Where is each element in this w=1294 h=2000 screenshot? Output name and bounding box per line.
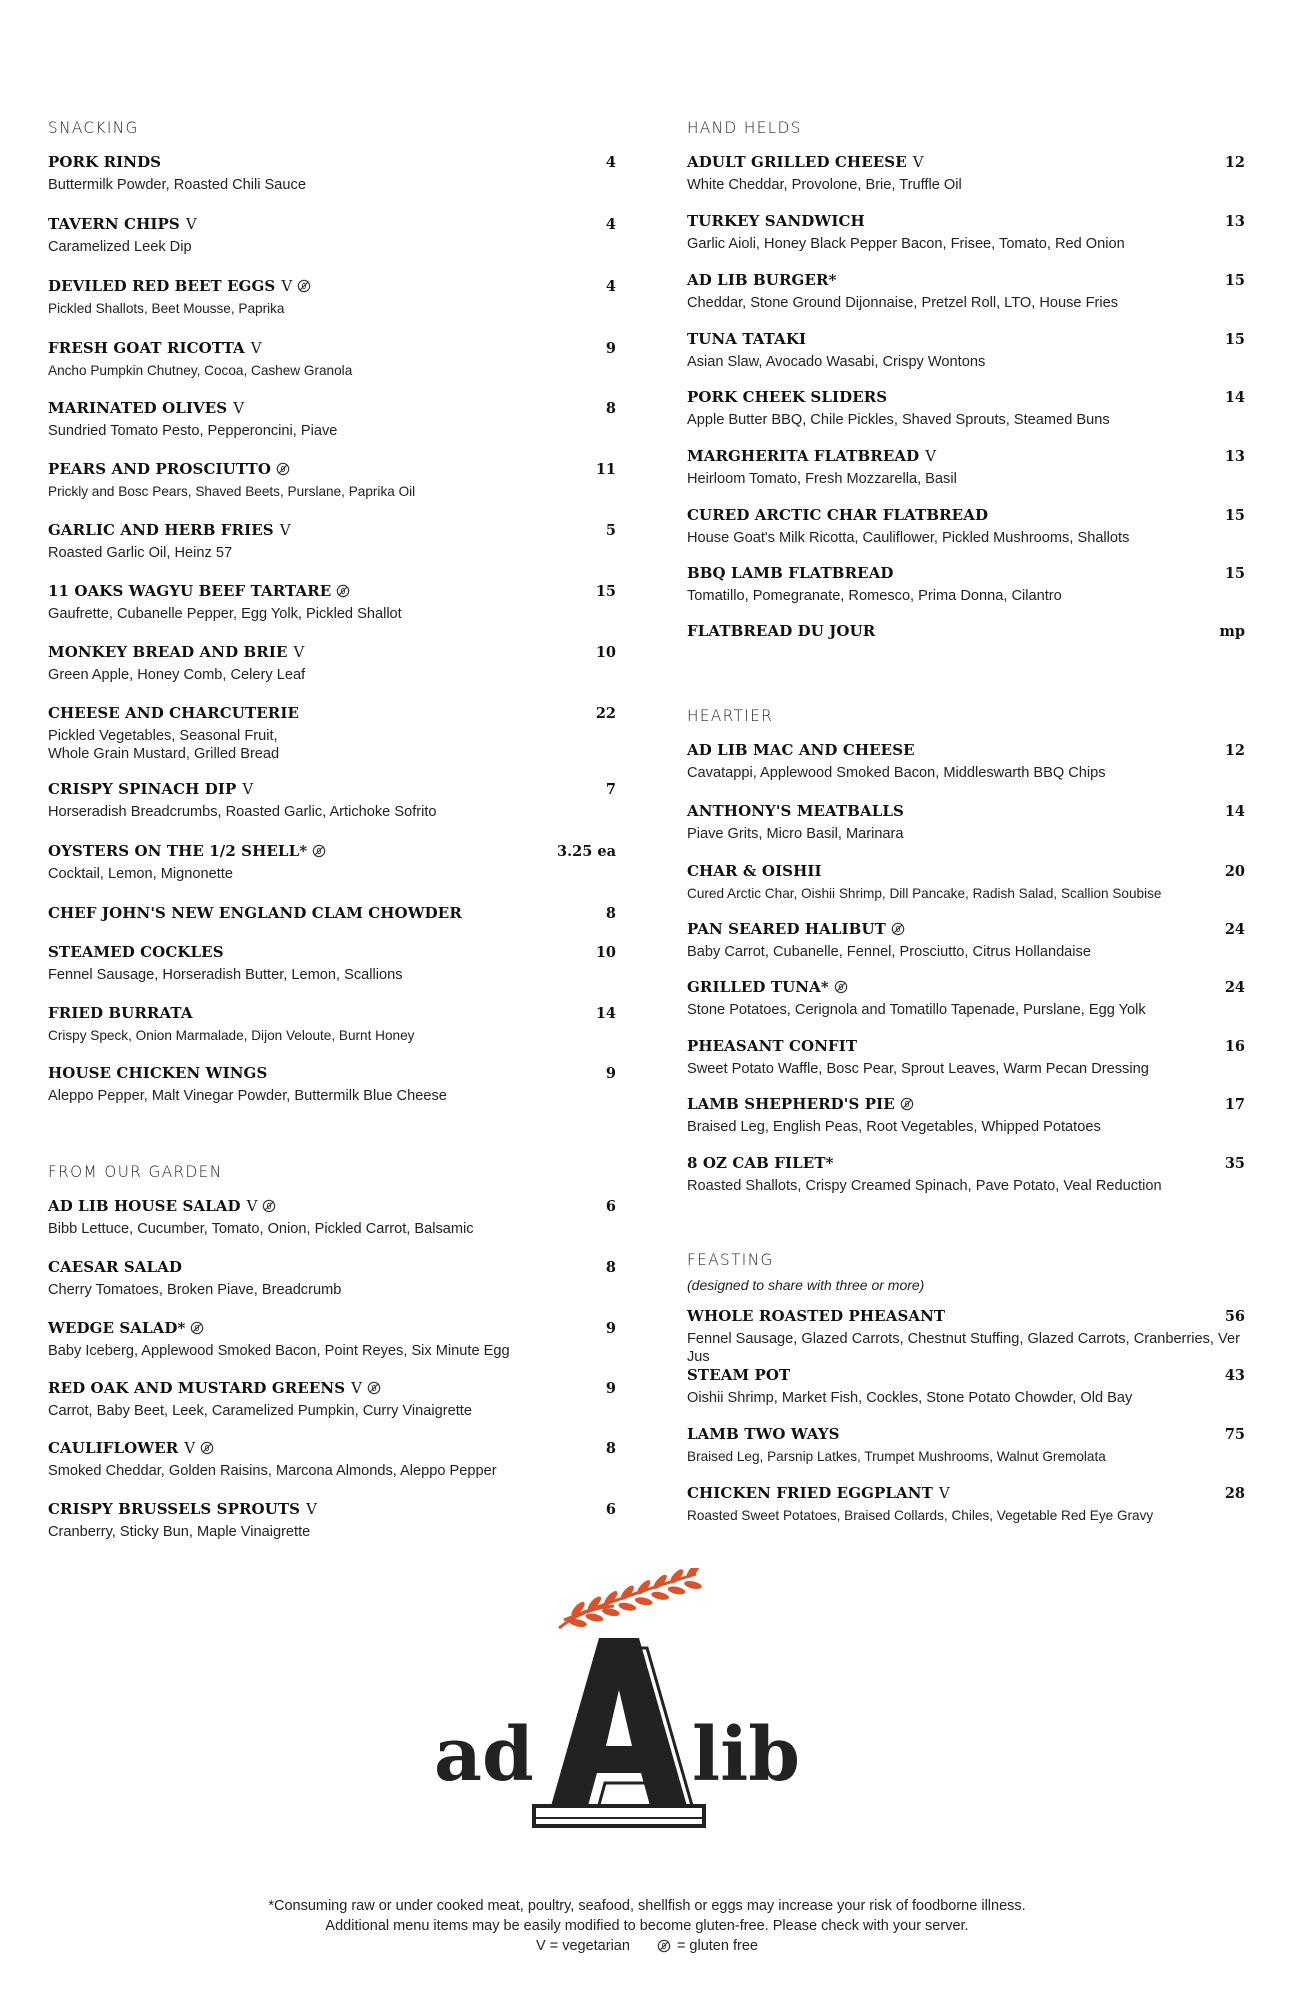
item-price: 13 (1224, 448, 1245, 465)
item-price: mp (1219, 623, 1245, 640)
wheat-icon (559, 1568, 703, 1628)
logo-text-right: lib (692, 1712, 800, 1798)
item-description: Apple Butter BBQ, Chile Pickles, Shaved Sprouts, Steamed Buns (687, 412, 1110, 428)
item-name: PORK RINDS (48, 153, 162, 171)
item-price: 22 (595, 705, 616, 722)
item-price: 9 (605, 1065, 616, 1082)
wheat-kernel (602, 1589, 619, 1607)
gluten-free-icon (891, 922, 905, 936)
vegetarian-flag: V (242, 780, 254, 798)
gluten-free-icon (262, 1199, 276, 1213)
menu-section (48, 118, 616, 1104)
item-description: Ancho Pumpkin Chutney, Cocoa, Cashew Granola (48, 363, 353, 378)
item-description: Bibb Lettuce, Cucumber, Tomato, Onion, Pickled Carrot, Balsamic (48, 1221, 474, 1237)
section-title: SNACKING (48, 118, 139, 137)
item-name: ADULT GRILLED CHEESE (687, 153, 907, 171)
gluten-free-icon (336, 584, 350, 598)
wheat-kernel (634, 1596, 653, 1607)
wheat-kernel (585, 1612, 604, 1623)
item-price: 16 (1224, 1038, 1245, 1055)
section-title: HAND HELDS (687, 118, 802, 137)
menu-item (48, 153, 616, 215)
menu-item (687, 1037, 1245, 1095)
menu-column-right (687, 118, 1245, 1524)
section-title: FROM OUR GARDEN (48, 1162, 223, 1181)
item-name: CAULIFLOWER (48, 1439, 179, 1457)
menu-item (687, 1095, 1245, 1154)
item-price: 3.25 ea (557, 843, 616, 860)
item-price: 8 (605, 1440, 616, 1457)
item-description: Cheddar, Stone Ground Dijonnaise, Pretzel Roll, LTO, House Fries (687, 295, 1118, 311)
menu-item (48, 399, 616, 460)
item-name: PEARS AND PROSCIUTTO (48, 460, 271, 478)
item-name: GARLIC AND HERB FRIES (48, 521, 274, 539)
item-name: CRISPY BRUSSELS SPROUTS (48, 1500, 301, 1518)
item-name: FRESH GOAT RICOTTA (48, 339, 245, 357)
item-price: 15 (595, 583, 616, 600)
item-description: Garlic Aioli, Honey Black Pepper Bacon, Frisee, Tomato, Red Onion (687, 236, 1125, 252)
item-price: 14 (1224, 803, 1245, 820)
item-name: MARINATED OLIVES (48, 399, 228, 417)
menu-item (48, 842, 616, 904)
item-price: 28 (1224, 1485, 1245, 1502)
gluten-free-icon (297, 279, 311, 293)
item-price: 4 (605, 154, 616, 171)
menu-item (48, 943, 616, 1004)
item-price: 14 (595, 1005, 616, 1022)
item-description: White Cheddar, Provolone, Brie, Truffle Oil (687, 177, 962, 193)
item-description: Carrot, Baby Beet, Leek, Caramelized Pumpkin, Curry Vinaigrette (48, 1403, 472, 1419)
vegetarian-flag: V (233, 399, 245, 417)
item-description: Pickled Vegetables, Seasonal Fruit, Whole Grain Mustard, Grilled Bread (48, 728, 280, 762)
item-description: Braised Leg, Parsnip Latkes, Trumpet Mushrooms, Walnut Gremolata (687, 1449, 1106, 1464)
ad-lib-logo (434, 1568, 804, 1838)
gluten-free-icon (200, 1441, 214, 1455)
item-description: Baby Carrot, Cubanelle, Fennel, Prosciutto, Citrus Hollandaise (687, 944, 1091, 960)
item-price: 43 (1224, 1367, 1245, 1384)
menu-item (687, 330, 1245, 388)
item-description: Heirloom Tomato, Fresh Mozzarella, Basil (687, 471, 957, 487)
item-name: MONKEY BREAD AND BRIE (48, 643, 288, 661)
section-title: HEARTIER (687, 706, 774, 725)
item-name: HOUSE CHICKEN WINGS (48, 1064, 268, 1082)
menu-item (48, 215, 616, 277)
item-price: 8 (605, 400, 616, 417)
item-name: TAVERN CHIPS (48, 215, 180, 233)
menu-item (48, 460, 616, 521)
menu-section (48, 1162, 616, 1540)
item-description: Cocktail, Lemon, Mignonette (48, 866, 233, 882)
item-description: Stone Potatoes, Cerignola and Tomatillo Tapenade, Purslane, Egg Yolk (687, 1002, 1146, 1018)
item-description: Fennel Sausage, Horseradish Butter, Lemon, Scallions (48, 967, 403, 983)
item-description: Cavatappi, Applewood Smoked Bacon, Middleswarth BBQ Chips (687, 765, 1106, 781)
vegetarian-flag: V (293, 643, 305, 661)
item-name: BBQ LAMB FLATBREAD (687, 564, 894, 582)
item-price: 24 (1224, 979, 1245, 996)
menu-item (687, 978, 1245, 1037)
item-name: AD LIB HOUSE SALAD (48, 1197, 241, 1215)
menu-item (48, 1064, 616, 1104)
item-description: Braised Leg, English Peas, Root Vegetables, Whipped Potatoes (687, 1119, 1101, 1135)
menu-item (687, 388, 1245, 447)
item-name: 8 OZ CAB FILET* (687, 1154, 834, 1172)
wheat-kernel (618, 1601, 637, 1612)
item-name: PORK CHEEK SLIDERS (687, 388, 888, 406)
item-price: 9 (605, 1380, 616, 1397)
gluten-free-icon (190, 1321, 204, 1335)
item-description: Caramelized Leek Dip (48, 239, 192, 255)
item-description: Cranberry, Sticky Bun, Maple Vinaigrette (48, 1524, 311, 1540)
item-name: WHOLE ROASTED PHEASANT (687, 1307, 946, 1325)
item-description: Fennel Sausage, Glazed Carrots, Chestnut Stuffing, Glazed Carrots, Cranberries, Ver Jus (687, 1331, 1240, 1365)
logo-letter-a (534, 1638, 704, 1826)
item-name: STEAM POT (687, 1366, 791, 1384)
item-name: PHEASANT CONFIT (687, 1037, 858, 1055)
menu-item (687, 1484, 1245, 1524)
menu-section (687, 118, 1245, 650)
vegetarian-flag: V (281, 277, 293, 295)
item-description: House Goat's Milk Ricotta, Cauliflower, Pickled Mushrooms, Shallots (687, 530, 1130, 546)
gluten-free-icon (657, 1939, 671, 1953)
item-name: LAMB SHEPHERD'S PIE (687, 1095, 895, 1113)
menu-item (48, 1439, 616, 1500)
item-price: 20 (1224, 863, 1245, 880)
menu-item (687, 271, 1245, 330)
gluten-free-icon (276, 462, 290, 476)
footer (0, 1896, 1294, 1956)
item-name: TURKEY SANDWICH (687, 212, 865, 230)
item-price: 12 (1224, 742, 1245, 759)
menu-item (48, 1258, 616, 1319)
menu-item (687, 153, 1245, 212)
vegetarian-flag: V (185, 215, 197, 233)
item-price: 11 (595, 461, 616, 478)
item-price: 15 (1224, 565, 1245, 582)
gluten-free-icon (900, 1097, 914, 1111)
menu-item (687, 622, 1245, 650)
gluten-free-icon (834, 980, 848, 994)
item-price: 35 (1224, 1155, 1245, 1172)
menu-item (687, 447, 1245, 506)
vegetarian-flag: V (250, 339, 262, 357)
item-name: AD LIB MAC AND CHEESE (687, 741, 915, 759)
item-price: 6 (605, 1198, 616, 1215)
item-name: AD LIB BURGER* (687, 271, 837, 289)
item-price: 10 (595, 644, 616, 661)
menu-item (48, 780, 616, 842)
item-price: 7 (605, 781, 616, 798)
item-description: Smoked Cheddar, Golden Raisins, Marcona Almonds, Aleppo Pepper (48, 1463, 497, 1479)
item-name: FRIED BURRATA (48, 1004, 193, 1022)
item-description: Sundried Tomato Pesto, Pepperoncini, Piave (48, 423, 338, 439)
menu-item (687, 1425, 1245, 1484)
item-price: 4 (605, 278, 616, 295)
menu-item (687, 506, 1245, 564)
menu-item (48, 904, 616, 943)
item-name: CHAR & OISHII (687, 862, 822, 880)
item-name: OYSTERS ON THE 1/2 SHELL* (48, 842, 308, 860)
vegetarian-flag: V (938, 1484, 950, 1502)
item-description: Roasted Sweet Potatoes, Braised Collards, Chiles, Vegetable Red Eye Gravy (687, 1508, 1154, 1523)
menu-item (48, 277, 616, 339)
menu-item (48, 1004, 616, 1064)
item-description: Horseradish Breadcrumbs, Roasted Garlic, Artichoke Sofrito (48, 804, 437, 820)
raw-food-disclaimer: *Consuming raw or under cooked meat, poultry, seafood, shellfish or eggs may increase your risk of foodborne illness. (268, 1898, 1026, 1914)
item-price: 12 (1224, 154, 1245, 171)
item-price: 9 (605, 1320, 616, 1337)
item-name: ANTHONY'S MEATBALLS (687, 802, 904, 820)
item-description: Roasted Garlic Oil, Heinz 57 (48, 545, 233, 561)
item-description: Baby Iceberg, Applewood Smoked Bacon, Point Reyes, Six Minute Egg (48, 1343, 510, 1359)
vegetarian-flag: V (925, 447, 937, 465)
menu-item (687, 212, 1245, 271)
item-price: 24 (1224, 921, 1245, 938)
wheat-kernel (651, 1590, 670, 1601)
item-name: CRISPY SPINACH DIP (48, 780, 237, 798)
item-name: CHEESE AND CHARCUTERIE (48, 704, 299, 722)
item-description: Oishii Shrimp, Market Fish, Cockles, Stone Potato Chowder, Old Bay (687, 1390, 1133, 1406)
item-name: DEVILED RED BEET EGGS (48, 277, 276, 295)
item-price: 15 (1224, 507, 1245, 524)
item-description: Buttermilk Powder, Roasted Chili Sauce (48, 177, 306, 193)
gluten-free-icon (312, 844, 326, 858)
item-description: Gaufrette, Cubanelle Pepper, Egg Yolk, Pickled Shallot (48, 606, 402, 622)
menu-section (687, 706, 1245, 1194)
item-description: Tomatillo, Pomegranate, Romesco, Prima Donna, Cilantro (687, 588, 1062, 604)
menu-item (687, 1307, 1245, 1366)
menu-item (48, 521, 616, 582)
item-description: Sweet Potato Waffle, Bosc Pear, Sprout Leaves, Warm Pecan Dressing (687, 1061, 1149, 1077)
vegetarian-flag: V (306, 1500, 317, 1518)
menu-item (48, 643, 616, 704)
item-price: 6 (605, 1501, 616, 1518)
item-name: TUNA TATAKI (687, 330, 807, 348)
menu-item (48, 582, 616, 643)
item-price: 10 (595, 944, 616, 961)
item-price: 13 (1224, 213, 1245, 230)
menu-item (687, 802, 1245, 862)
item-name: MARGHERITA FLATBREAD (687, 447, 920, 465)
vegetarian-flag: V (279, 521, 291, 539)
menu-item (48, 704, 616, 780)
menu-item (687, 920, 1245, 978)
gluten-free-key: = gluten free (676, 1938, 758, 1954)
item-name: CHICKEN FRIED EGGPLANT (687, 1484, 933, 1502)
item-price: 15 (1224, 331, 1245, 348)
menu-item (687, 1366, 1245, 1425)
gluten-free-note: Additional menu items may be easily modified to become gluten-free. Please check with your server. (325, 1918, 969, 1934)
menu-item (687, 741, 1245, 802)
wheat-kernel (667, 1585, 686, 1596)
legend (536, 1936, 758, 1956)
vegetarian-flag: V (351, 1379, 362, 1397)
item-description: Roasted Shallots, Crispy Creamed Spinach, Pave Potato, Veal Reduction (687, 1178, 1162, 1194)
item-price: 17 (1224, 1096, 1245, 1113)
menu-column-left (48, 118, 616, 1540)
item-description: Cured Arctic Char, Oishii Shrimp, Dill Pancake, Radish Salad, Scallion Soubise (687, 886, 1162, 901)
item-price: 8 (605, 1259, 616, 1276)
vegetarian-flag: V (912, 153, 924, 171)
menu-item (48, 1197, 616, 1258)
item-name: RED OAK AND MUSTARD GREENS (48, 1379, 346, 1397)
section-note: (designed to share with three or more) (687, 1277, 925, 1293)
menu-item (687, 564, 1245, 622)
wheat-kernel (683, 1580, 702, 1591)
item-price: 75 (1224, 1426, 1245, 1443)
item-description: Aleppo Pepper, Malt Vinegar Powder, Buttermilk Blue Cheese (48, 1088, 447, 1104)
section-title: FEASTING (687, 1250, 774, 1269)
item-name: WEDGE SALAD* (48, 1319, 186, 1337)
menu-item (48, 1500, 616, 1540)
item-name: FLATBREAD DU JOUR (687, 622, 876, 640)
item-name: PAN SEARED HALIBUT (687, 920, 886, 938)
vegetarian-flag: V (184, 1439, 196, 1457)
item-name: CAESAR SALAD (48, 1258, 183, 1276)
menu-item (48, 339, 616, 399)
menu-item (48, 1379, 616, 1439)
item-description: Pickled Shallots, Beet Mousse, Paprika (48, 301, 285, 316)
item-name: 11 OAKS WAGYU BEEF TARTARE (48, 582, 332, 600)
item-price: 4 (605, 216, 616, 233)
logo-text-left: ad (434, 1712, 534, 1798)
vegetarian-flag: V (246, 1197, 258, 1215)
vegetarian-key: V = vegetarian (536, 1938, 630, 1954)
item-name: STEAMED COCKLES (48, 943, 224, 961)
item-price: 8 (605, 905, 616, 922)
gluten-free-icon (367, 1381, 381, 1395)
item-description: Cherry Tomatoes, Broken Piave, Breadcrumb (48, 1282, 342, 1298)
item-price: 5 (605, 522, 616, 539)
item-name: CHEF JOHN'S NEW ENGLAND CLAM CHOWDER (48, 904, 462, 922)
item-description: Piave Grits, Micro Basil, Marinara (687, 826, 904, 842)
item-price: 9 (605, 340, 616, 357)
menu-section (687, 1250, 1245, 1524)
menu-item (687, 862, 1245, 920)
item-description: Prickly and Bosc Pears, Shaved Beets, Purslane, Paprika Oil (48, 484, 416, 499)
item-name: GRILLED TUNA* (687, 978, 829, 996)
item-description: Crispy Speck, Onion Marmalade, Dijon Veloute, Burnt Honey (48, 1028, 415, 1043)
item-description: Asian Slaw, Avocado Wasabi, Crispy Wontons (687, 354, 986, 370)
item-price: 56 (1224, 1308, 1245, 1325)
menu-item (48, 1319, 616, 1379)
menu-item (687, 1154, 1245, 1194)
item-price: 15 (1224, 272, 1245, 289)
item-price: 14 (1224, 389, 1245, 406)
item-name: CURED ARCTIC CHAR FLATBREAD (687, 506, 989, 524)
item-name: LAMB TWO WAYS (687, 1425, 840, 1443)
item-description: Green Apple, Honey Comb, Celery Leaf (48, 667, 306, 683)
